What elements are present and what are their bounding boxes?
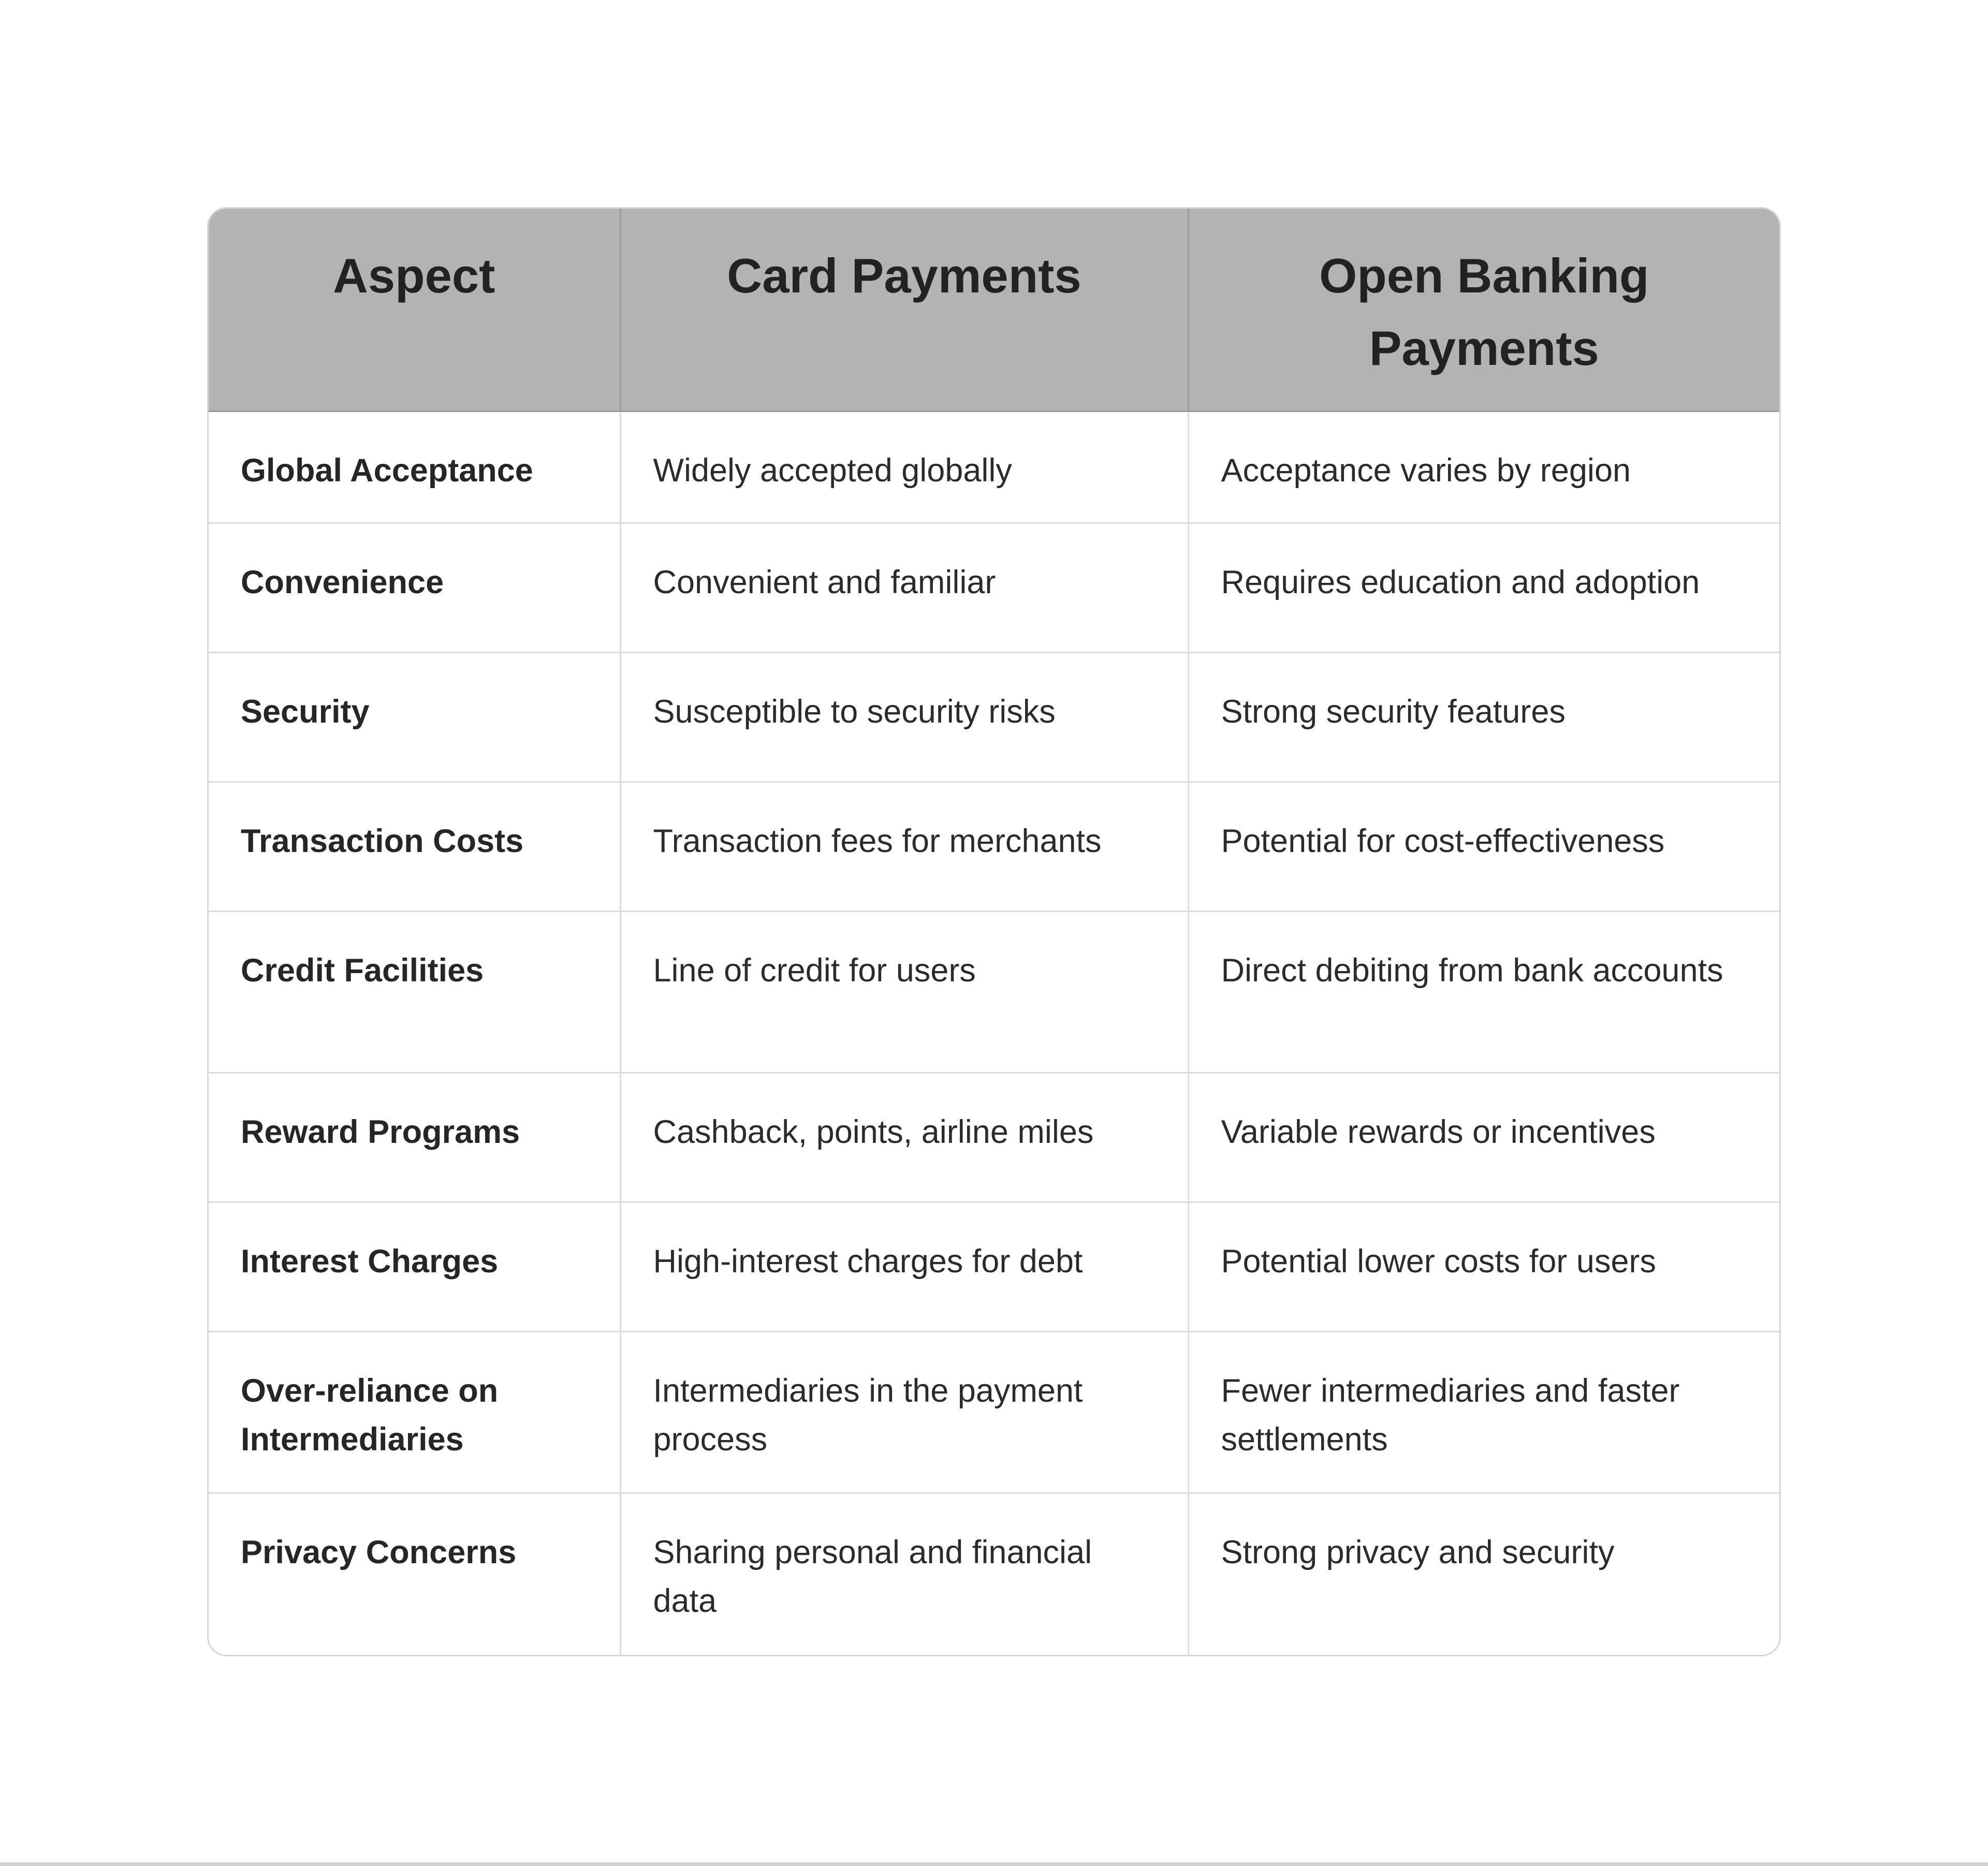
aspect-cell: Global Acceptance [209,412,620,523]
open-banking-cell: Potential for cost-effectiveness [1188,782,1779,912]
aspect-cell: Interest Charges [209,1202,620,1332]
open-banking-cell: Requires education and adoption [1188,523,1779,653]
header-open-banking-payments: Open Banking Payments [1188,209,1779,412]
card-payments-cell: Susceptible to security risks [620,653,1188,782]
table-row [209,782,1779,912]
table-body [209,412,1779,1655]
card-payments-cell: Line of credit for users [620,912,1188,1073]
aspect-cell: Security [209,653,620,782]
open-banking-cell: Strong privacy and security [1221,1534,1615,1570]
card-payments-cell: Convenient and familiar [620,523,1188,653]
table-row [209,912,1779,1073]
card-payments-cell: Intermediaries in the payment process [620,1332,1188,1493]
card-payments-cell: Transaction fees for merchants [620,782,1188,912]
header-aspect: Aspect [209,209,620,412]
table-row [209,653,1779,782]
card-payments-cell: Sharing personal and financial data [620,1493,1188,1655]
open-banking-cell: Fewer intermediaries and faster settlements [1188,1332,1779,1493]
table-row [209,1332,1779,1493]
comparison-table-card [207,207,1781,1656]
table-row [209,412,1779,523]
open-banking-cell: Strong security features [1188,653,1779,782]
table-row [209,1493,1779,1655]
table-row [209,1073,1779,1202]
aspect-cell: Convenience [209,523,620,653]
open-banking-cell: Acceptance varies by region [1188,412,1779,523]
header-card-payments: Card Payments [620,209,1188,412]
bottom-divider [0,1862,1988,1866]
card-payments-cell: High-interest charges for debt [620,1202,1188,1332]
table-header [209,209,1779,412]
table-row [209,523,1779,653]
card-payments-cell: Cashback, points, airline miles [620,1073,1188,1202]
aspect-cell: Credit Facilities [209,912,620,1073]
table-row [209,1202,1779,1332]
aspect-cell: Reward Programs [209,1073,620,1202]
open-banking-cell: Variable rewards or incentives [1188,1073,1779,1202]
comparison-table [209,209,1779,1655]
aspect-cell: Transaction Costs [209,782,620,912]
card-payments-cell: Widely accepted globally [620,412,1188,523]
open-banking-cell: Direct debiting from bank accounts [1188,912,1779,1073]
header-row [209,209,1779,412]
aspect-cell: Over-reliance on Intermediaries [209,1332,620,1493]
aspect-cell: Privacy Concerns [209,1493,620,1655]
open-banking-cell: Potential lower costs for users [1188,1202,1779,1332]
